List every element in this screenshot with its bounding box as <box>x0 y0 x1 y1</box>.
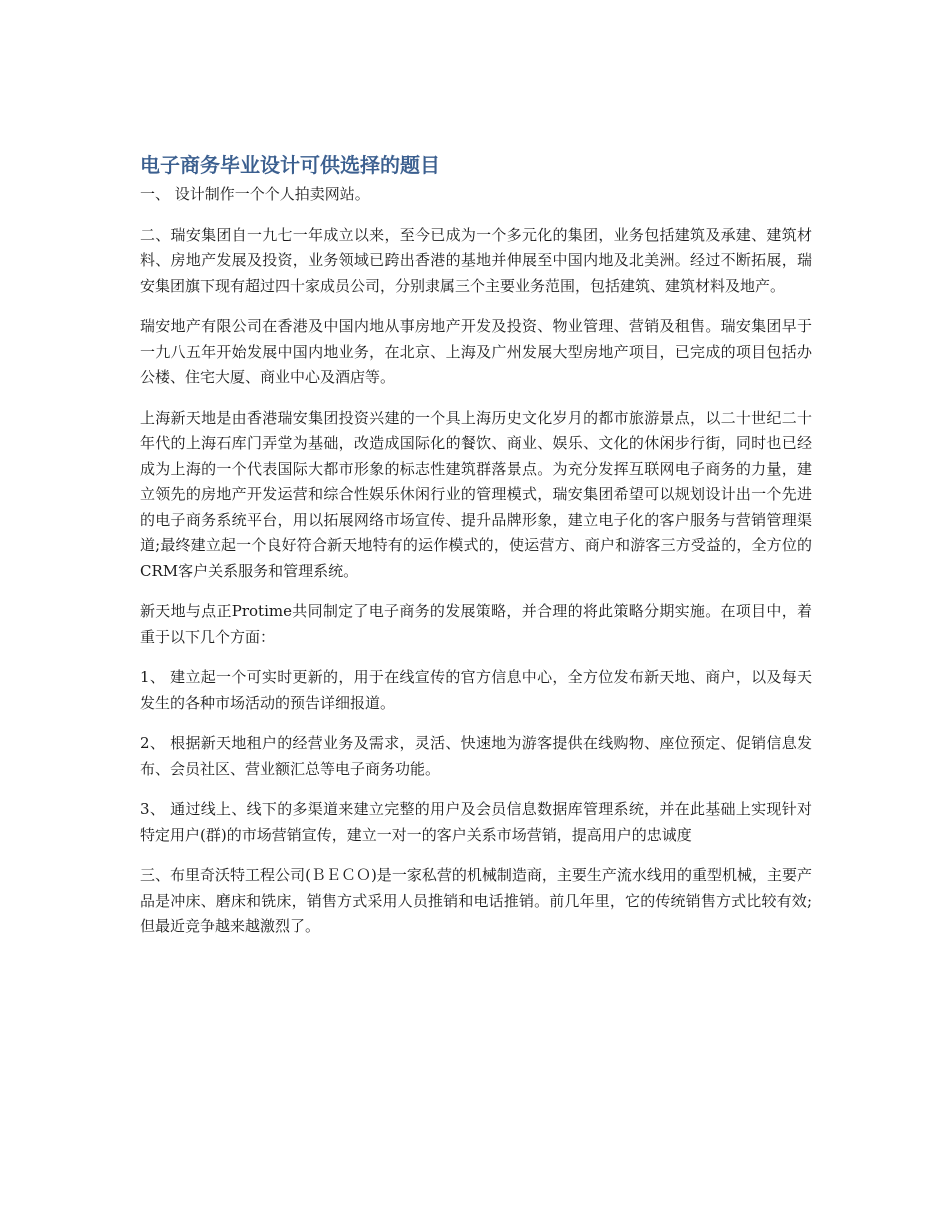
list-item-3: 3、 通过线上、线下的多渠道来建立完整的用户及会员信息数据库管理系统，并在此基础上实现针对特定用户(群)的市场营销宣传，建立一对一的客户关系市场营销，提高用户的忠诚度 <box>140 800 812 844</box>
paragraph-shui-on-land: 瑞安地产有限公司在香港及中国内地从事房地产开发及投资、物业管理、营销及租售。瑞安集团早于一九八五年开始发展中国内地业务，在北京、上海及广州发展大型房地产项目，已完成的项目包括办公楼、住宅大厦、商业中心及酒店等。 <box>140 317 812 386</box>
paragraph-strategy: 新天地与点正Protime共同制定了电子商务的发展策略，并合理的将此策略分期实施。在项目中，着重于以下几个方面： <box>140 602 812 646</box>
paragraph-topic-3: 三、布里奇沃特工程公司(ＢＥＣＯ)是一家私营的机械制造商，主要生产流水线用的重型机械，主要产品是冲床、磨床和铣床，销售方式采用人员推销和电话推销。前几年里，它的传统销售方式比较有效;但最近竞争越来越激烈了。 <box>140 866 812 935</box>
paragraph-topic-2-intro: 二、瑞安集团自一九七一年成立以来，至今已成为一个多元化的集团，业务包括建筑及承建、建筑材料、房地产发展及投资，业务领域已跨出香港的基地并伸展至中国内地及北美洲。经过不断拓展，瑞安集团旗下现有超过四十家成员公司，分别隶属三个主要业务范围，包括建筑、建筑材料及地产。 <box>140 225 812 295</box>
document-title: 电子商务毕业设计可供选择的题目 <box>140 153 440 177</box>
paragraph-topic-1: 一、 设计制作一个个人拍卖网站。 <box>140 185 370 203</box>
list-item-2: 2、 根据新天地租户的经营业务及需求，灵活、快速地为游客提供在线购物、座位预定、促销信息发布、会员社区、营业额汇总等电子商务功能。 <box>140 734 812 778</box>
paragraph-xintiandi: 上海新天地是由香港瑞安集团投资兴建的一个具上海历史文化岁月的都市旅游景点，以二十世纪二十年代的上海石库门弄堂为基础，改造成国际化的餐饮、商业、娱乐、文化的休闲步行街，同时也已经成为上海的一个代表国际大都市形象的标志性建筑群落景点。为充分发挥互联网电子商务的力量，建立领先的房地产开发运营和综合性娱乐休闲行业的管理模式，瑞安集团希望可以规划设计出一个先进的电子商务系统平台，用以拓展网络市场宣传、提升品牌形象，建立电子化的客户服务与营销管理渠道;最终建立起一个良好符合新天地特有的运作模式的，使运营方、商户和游客三方受益的，全方位的CRM客户关系服务和管理系统。 <box>140 408 812 580</box>
list-item-1: 1、 建立起一个可实时更新的，用于在线宣传的官方信息中心，全方位发布新天地、商户，以及每天发生的各种市场活动的预告详细报道。 <box>140 668 812 712</box>
document-body <box>140 150 812 955</box>
